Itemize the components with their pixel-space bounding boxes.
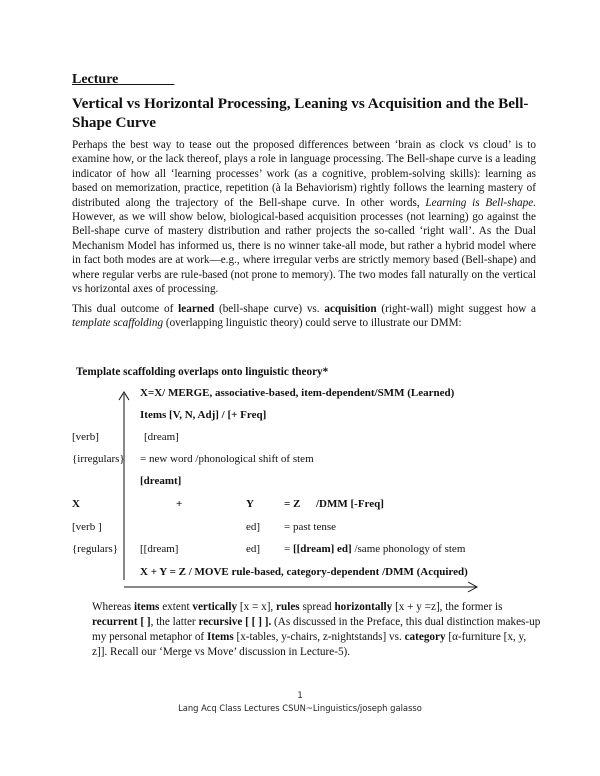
- italic-phrase: Learning is Bell-shape.: [425, 196, 536, 209]
- lecture-label: Lecture: [72, 72, 119, 87]
- heading-underline: [118, 72, 174, 87]
- footer-text: Lang Acq Class Lectures CSUN~Linguistics/joseph galasso: [178, 703, 422, 713]
- bold-learned: learned: [178, 303, 215, 315]
- regular-rule: = [[dream] ed] /same phonology of stem: [284, 543, 466, 555]
- z-result: = Z: [284, 498, 301, 510]
- items-label: Items [V, N, Adj] / [+ Freq]: [140, 409, 267, 421]
- bottom-label: X + Y = Z / MOVE rule-based, category-dependent /DMM (Acquired): [140, 566, 468, 578]
- regulars-label: {regulars}: [72, 543, 118, 555]
- ed-suffix-1: ed]: [246, 521, 261, 533]
- italic-template: template scaffolding: [72, 317, 164, 330]
- y-symbol: Y: [246, 498, 254, 510]
- dmm-freq: /DMM [-Freq]: [316, 498, 384, 510]
- verb-label: [verb]: [72, 431, 99, 443]
- section-heading: [72, 72, 174, 88]
- irregulars-label: {irregulars}: [72, 453, 125, 465]
- bold-acquisition: acquisition: [324, 303, 377, 315]
- page-title: Vertical vs Horizontal Processing, Leaning vs Acquisition and the Bell-Shape Curve: [72, 95, 529, 131]
- paragraph-1: Perhaps the best way to tease out the proposed differences between ‘brain as clock vs cloud’ is to examine how, or the lack thereof, plays a role in language processing. The Bell-shape curve is a leading indicator of how all ‘learning processes’ work (as a cognitive, problem-solving skills): learning as based on memorization, practice, repetition (à la Behaviorism) rightly follows the learning mastery of distributed along the trajectory of the Bell-shape curve. In other words, Learning is Bell-shape. However, as we will show below, biological-based acquisition processes (not learning) go against the Bell-shape curve of mastery distribution and rather projects the so-called ‘right wall’. As the Dual Mechanism Model has informed us, there is no winner take-all mode, but rather a hybrid model where in fact both modes are at work—e.g., where irregular verbs are strictly memory based (Bell-shape) and where regular verbs are rule-based (not prone to memory). The two modes fall naturally on the vertical vs horizontal axes of processing.: [72, 139, 536, 296]
- vertical-arrow: [116, 388, 136, 588]
- paragraph-2: This dual outcome of learned (bell-shape curve) vs. acquisition (right-wall) might suggest how a template scaffolding (overlapping linguistic theory) could serve to illustrate our DMM:: [72, 303, 537, 330]
- plus-symbol: +: [176, 498, 183, 510]
- dreamt-form: [dreamt]: [140, 475, 182, 487]
- dream-stem-2: [[dream]: [140, 543, 179, 555]
- figure-title: Template scaffolding overlaps onto linguistic theory*: [76, 366, 329, 378]
- irregular-rule: = new word /phonological shift of stem: [140, 453, 314, 465]
- dream-stem: [dream]: [144, 431, 179, 443]
- paragraph-3: Whereas items extent vertically [x = x], rules spread horizontally [x + y =z], the former is recurrent [ ], the latter recursive [ [ ] ]. (As discussed in the Preface, this dual distinction makes-up my personal metaphor of Items [x-tables, y-chairs, z-nightstands] vs. category [α-furniture [x, y, z]]. Recall our ‘Merge vs Move’ discussion in Lecture-5).: [92, 601, 541, 658]
- verb2-label: [verb ]: [72, 521, 102, 533]
- ed-suffix-2: ed]: [246, 543, 261, 555]
- top-label: X=X/ MERGE, associative-based, item-dependent/SMM (Learned): [140, 387, 455, 399]
- page-number: 1: [297, 690, 303, 700]
- horizontal-arrow: [122, 581, 482, 595]
- x-symbol: X: [72, 498, 80, 510]
- past-tense: = past tense: [284, 521, 337, 533]
- scaffolding-figure: [72, 378, 542, 578]
